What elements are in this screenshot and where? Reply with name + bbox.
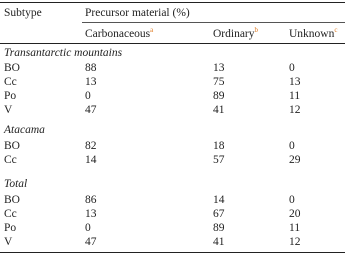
group-title: Atacama bbox=[4, 124, 45, 136]
table-bottom-rule bbox=[0, 252, 345, 253]
row-subtype: BO bbox=[4, 140, 20, 152]
row-unknown: 0 bbox=[289, 194, 295, 206]
row-subtype: V bbox=[4, 236, 13, 248]
row-subtype: Po bbox=[4, 222, 17, 234]
header-span-rule bbox=[82, 22, 345, 23]
row-carbonaceous: 0 bbox=[85, 90, 91, 102]
row-unknown: 11 bbox=[289, 90, 301, 102]
row-ordinary: 89 bbox=[213, 222, 225, 234]
header-carbonaceous-label: Carbonaceous bbox=[85, 28, 151, 40]
group-title: Transantarctic mountains bbox=[4, 47, 123, 59]
row-subtype: BO bbox=[4, 194, 20, 206]
row-ordinary: 14 bbox=[213, 194, 225, 206]
row-unknown: 29 bbox=[289, 154, 301, 166]
row-carbonaceous: 0 bbox=[85, 222, 91, 234]
row-subtype: Po bbox=[4, 90, 17, 102]
row-unknown: 11 bbox=[289, 222, 301, 234]
row-subtype: BO bbox=[4, 62, 20, 74]
row-subtype: Cc bbox=[4, 208, 17, 220]
group-title: Total bbox=[4, 178, 28, 190]
header-subtype: Subtype bbox=[4, 7, 42, 19]
row-carbonaceous: 47 bbox=[85, 104, 97, 116]
row-carbonaceous: 82 bbox=[85, 140, 97, 152]
row-ordinary: 18 bbox=[213, 140, 225, 152]
row-carbonaceous: 88 bbox=[85, 62, 97, 74]
header-ordinary bbox=[213, 27, 258, 41]
header-carbonaceous bbox=[85, 27, 153, 41]
header-ordinary-label: Ordinary bbox=[213, 28, 255, 40]
header-unknown bbox=[289, 27, 337, 41]
row-carbonaceous: 13 bbox=[85, 76, 97, 88]
row-ordinary: 75 bbox=[213, 76, 225, 88]
header-unknown-label: Unknown bbox=[289, 28, 335, 40]
row-unknown: 12 bbox=[289, 236, 301, 248]
header-unknown-note: c bbox=[334, 26, 338, 35]
table-top-rule bbox=[0, 2, 345, 3]
row-carbonaceous: 14 bbox=[85, 154, 97, 166]
row-subtype: Cc bbox=[4, 76, 17, 88]
header-carbonaceous-note: a bbox=[150, 26, 154, 35]
row-carbonaceous: 13 bbox=[85, 208, 97, 220]
row-ordinary: 89 bbox=[213, 90, 225, 102]
row-ordinary: 13 bbox=[213, 62, 225, 74]
row-ordinary: 57 bbox=[213, 154, 225, 166]
row-unknown: 12 bbox=[289, 104, 301, 116]
row-carbonaceous: 86 bbox=[85, 194, 97, 206]
row-ordinary: 41 bbox=[213, 236, 225, 248]
row-subtype: V bbox=[4, 104, 13, 116]
row-carbonaceous: 47 bbox=[85, 236, 97, 248]
row-unknown: 0 bbox=[289, 140, 295, 152]
table-header-rule bbox=[0, 43, 345, 44]
header-precursor: Precursor material (%) bbox=[85, 7, 190, 19]
row-unknown: 13 bbox=[289, 76, 301, 88]
row-ordinary: 67 bbox=[213, 208, 225, 220]
row-ordinary: 41 bbox=[213, 104, 225, 116]
row-unknown: 0 bbox=[289, 62, 295, 74]
row-subtype: Cc bbox=[4, 154, 17, 166]
header-ordinary-note: b bbox=[254, 26, 259, 35]
row-unknown: 20 bbox=[289, 208, 301, 220]
